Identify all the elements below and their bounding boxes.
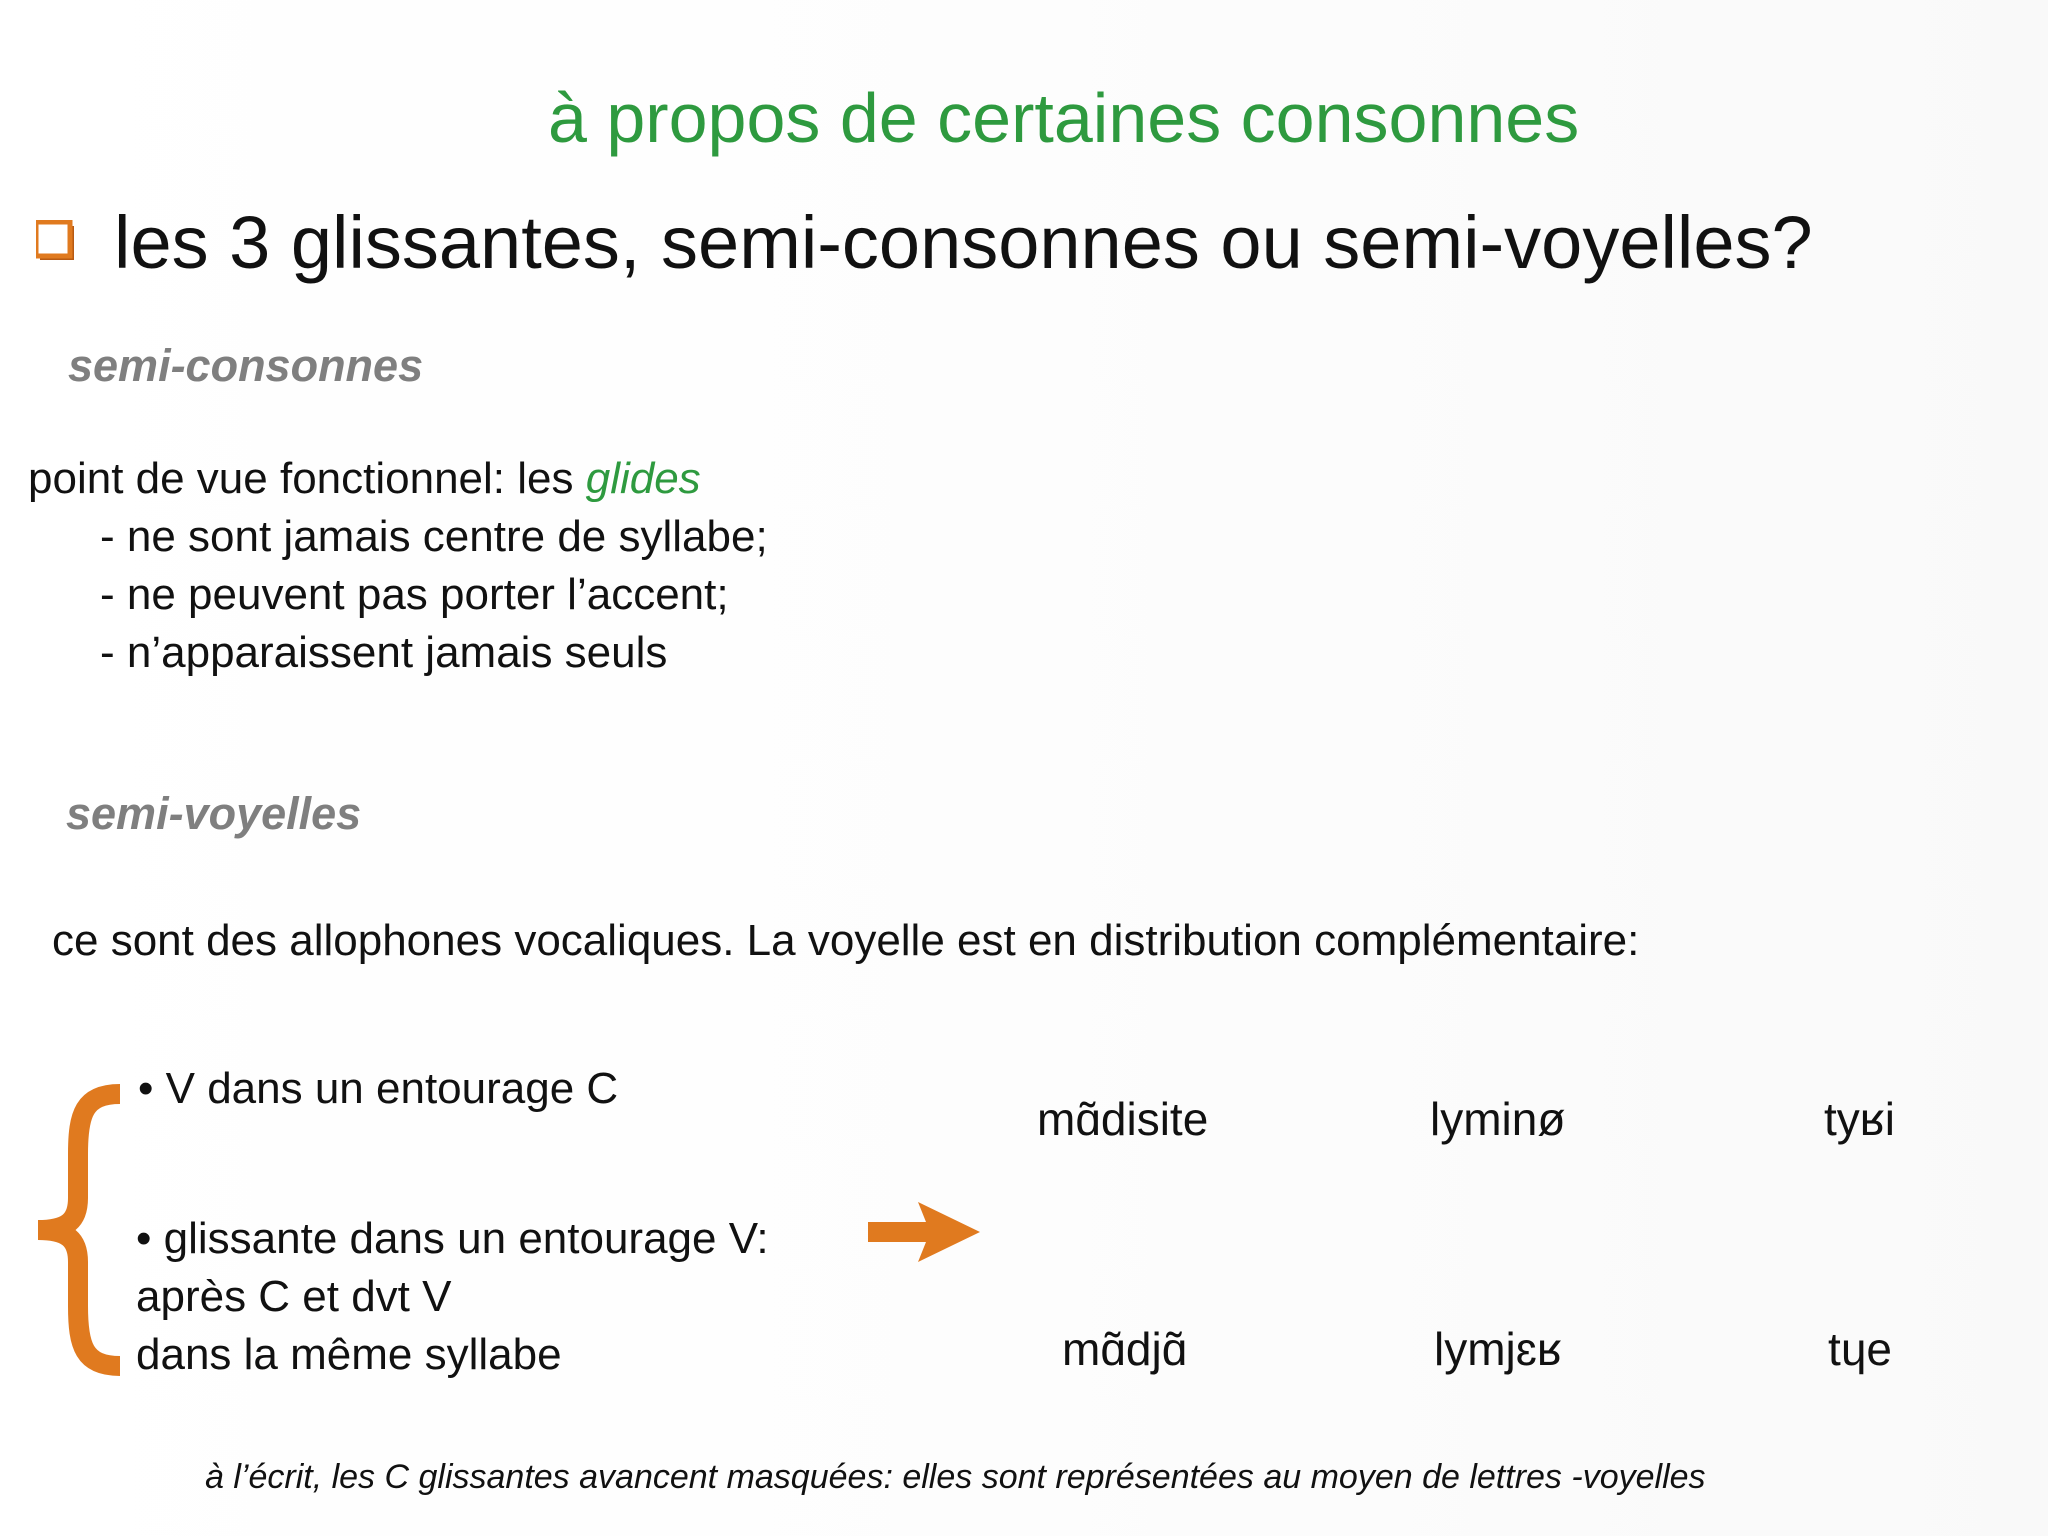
example-word: lymjɛʁ — [1434, 1323, 1562, 1375]
case-glissante-line: après C et dvt V — [136, 1272, 452, 1321]
square-bullet-icon — [36, 220, 80, 264]
slide-title: à propos de certaines consonnes — [548, 79, 1580, 157]
case-v-entourage-c: • V dans un entourage C — [138, 1064, 619, 1113]
case-glissante-line: • glissante dans un entourage V: — [136, 1214, 769, 1263]
slide-heading: les 3 glissantes, semi-consonnes ou semi-voyelles? — [114, 201, 1813, 284]
list-item: - n’apparaissent jamais seuls — [100, 628, 668, 677]
case-glissante-line: dans la même syllabe — [136, 1330, 562, 1379]
intro-line — [28, 450, 768, 508]
case-glissante — [136, 1210, 769, 1384]
example-word: mɑ̃djɑ̃ — [1062, 1323, 1188, 1375]
example-word: mɑ̃disite — [1037, 1093, 1209, 1145]
intro-text: point de vue fonctionnel: les — [28, 454, 586, 503]
list-item: - ne peuvent pas porter l’accent; — [100, 570, 729, 619]
curly-brace-icon — [22, 1080, 132, 1380]
example-word: tyʁi — [1824, 1093, 1895, 1145]
example-word: tɥe — [1828, 1323, 1892, 1375]
right-arrow-icon — [868, 1200, 980, 1264]
example-word: lyminø — [1430, 1093, 1566, 1145]
allophone-description: ce sont des allophones vocaliques. La voyelle est en distribution complémentaire: — [52, 916, 1640, 965]
section-label-semi-consonnes: semi-consonnes — [68, 340, 424, 391]
glides-term: glides — [585, 454, 701, 503]
footnote: à l’écrit, les C glissantes avancent masquées: elles sont représentées au moyen de lettres -voyelles — [205, 1458, 1706, 1496]
semi-consonnes-list — [28, 450, 768, 682]
list-item: - ne sont jamais centre de syllabe; — [100, 512, 768, 561]
section-label-semi-voyelles: semi-voyelles — [66, 788, 362, 839]
